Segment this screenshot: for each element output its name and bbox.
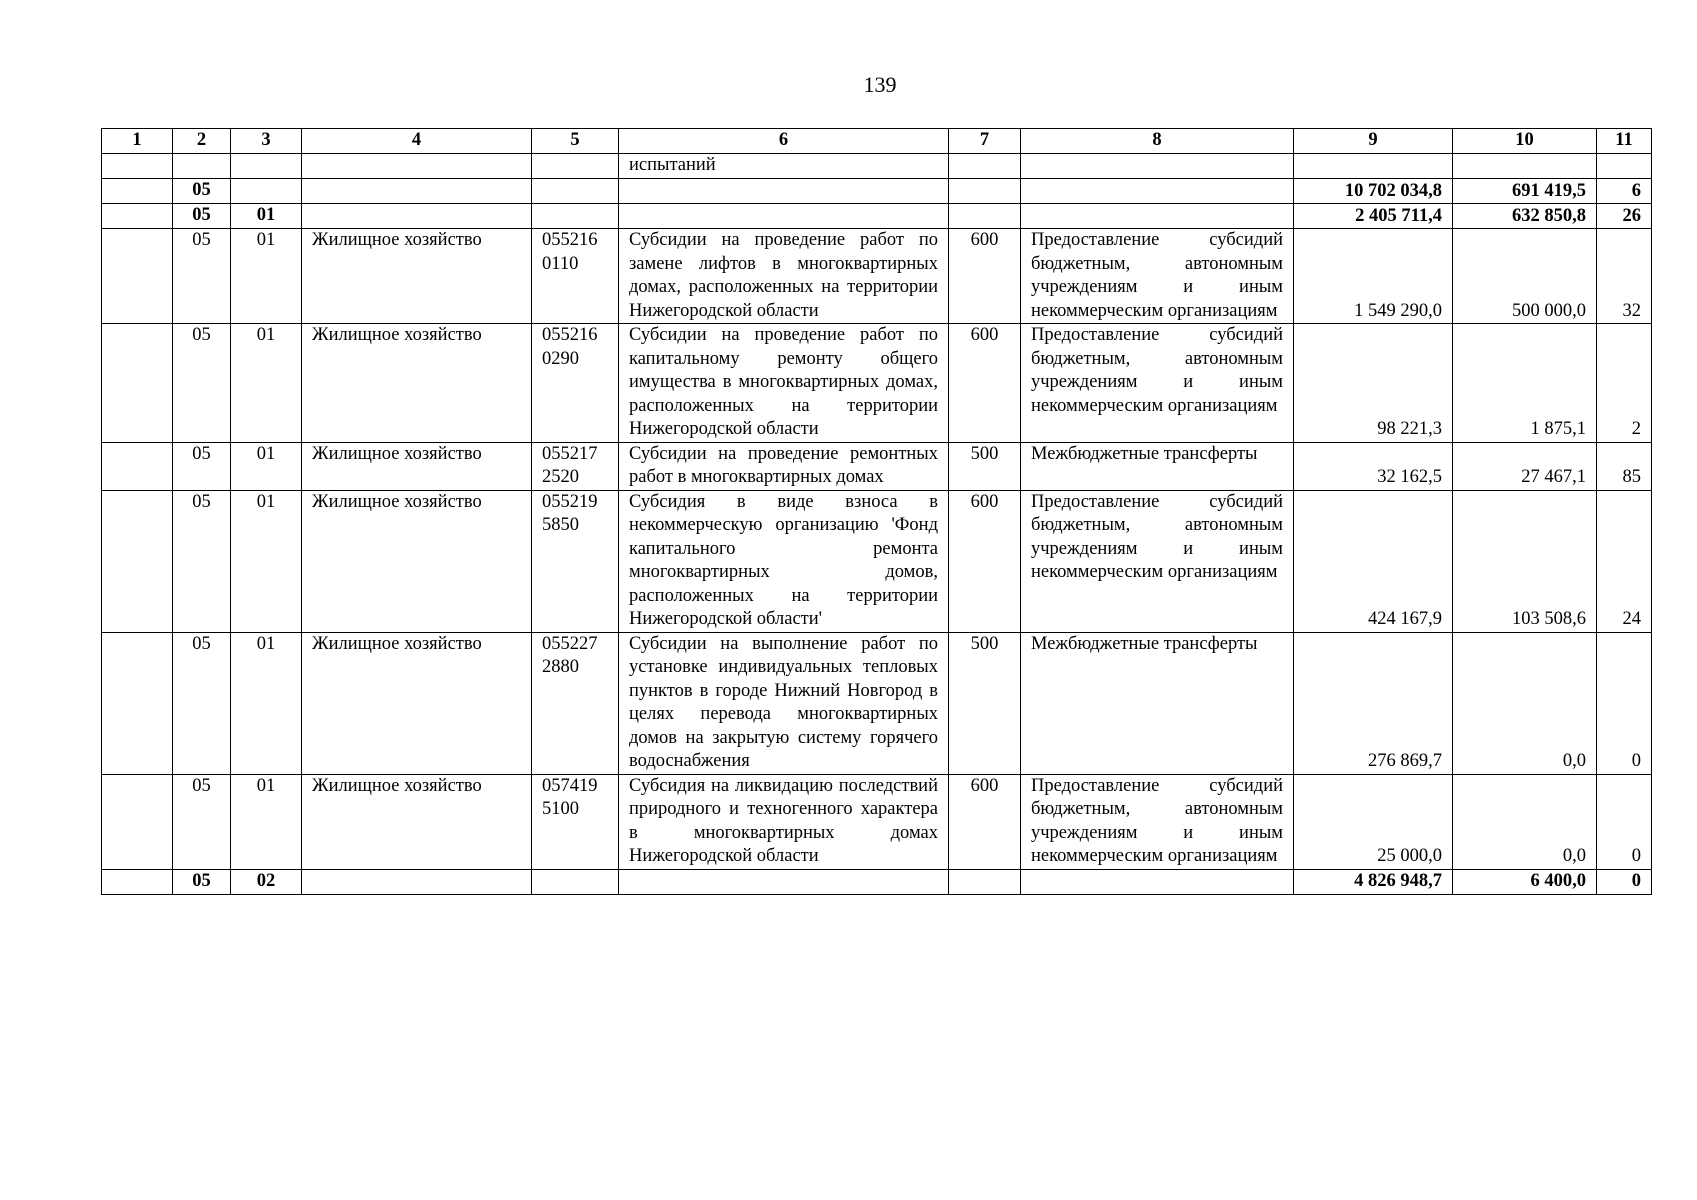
cell-expense-type-name: Предоставление субсидий бюджетным, автономным учреждениям и иным некоммерческим организациям <box>1021 324 1294 443</box>
cell-expense-type: 600 <box>949 229 1021 324</box>
cell-amount-col10: 0,0 <box>1453 774 1597 869</box>
column-header: 6 <box>619 129 949 154</box>
table-row <box>102 154 1652 179</box>
cell-percent-col11 <box>1597 154 1652 179</box>
cell-amount-col10: 1 875,1 <box>1453 324 1597 443</box>
cell-expense-type: 500 <box>949 442 1021 490</box>
cell-amount-col10: 103 508,6 <box>1453 490 1597 632</box>
column-header: 4 <box>302 129 532 154</box>
cell-col1 <box>102 869 173 894</box>
cell-expense-type-name: Межбюджетные трансферты <box>1021 632 1294 774</box>
cell-section-name: Жилищное хозяйство <box>302 442 532 490</box>
column-header: 11 <box>1597 129 1652 154</box>
cell-expense-type-name: Предоставление субсидий бюджетным, автономным учреждениям и иным некоммерческим организациям <box>1021 229 1294 324</box>
cell-percent-col11: 0 <box>1597 774 1652 869</box>
table-row <box>102 774 1652 869</box>
cell-percent-col11: 0 <box>1597 632 1652 774</box>
cell-col1 <box>102 442 173 490</box>
cell-percent-col11: 32 <box>1597 229 1652 324</box>
target-code-part2: 2520 <box>542 467 579 487</box>
target-code-part1: 055227 <box>542 633 598 654</box>
cell-target-code <box>532 229 619 324</box>
column-header: 8 <box>1021 129 1294 154</box>
target-code-part2: 0290 <box>542 348 579 369</box>
cell-amount-col9: 10 702 034,8 <box>1294 179 1453 204</box>
cell-target-code <box>532 632 619 774</box>
cell-amount-col9: 98 221,3 <box>1294 324 1453 443</box>
cell-section-name <box>302 154 532 179</box>
cell-section-name: Жилищное хозяйство <box>302 490 532 632</box>
cell-col1 <box>102 154 173 179</box>
cell-target-code <box>532 154 619 179</box>
cell-section-name: Жилищное хозяйство <box>302 774 532 869</box>
cell-amount-col9: 4 826 948,7 <box>1294 869 1453 894</box>
cell-col1 <box>102 632 173 774</box>
cell-percent-col11: 24 <box>1597 490 1652 632</box>
cell-amount-col9: 25 000,0 <box>1294 774 1453 869</box>
target-code-part2: 5100 <box>542 799 579 819</box>
cell-expense-type: 600 <box>949 774 1021 869</box>
cell-col1 <box>102 204 173 229</box>
cell-target-code <box>532 179 619 204</box>
cell-subsection: 01 <box>231 490 302 632</box>
target-code-part1: 057419 <box>542 775 598 796</box>
cell-expense-type-name <box>1021 179 1294 204</box>
table-row-total <box>102 869 1652 894</box>
cell-amount-col9: 1 549 290,0 <box>1294 229 1453 324</box>
cell-target-name: Субсидии на проведение работ по замене лифтов в многоквартирных домах, расположенных на территории Нижегородской области <box>619 229 949 324</box>
cell-expense-type <box>949 179 1021 204</box>
cell-section: 05 <box>173 204 231 229</box>
cell-amount-col9 <box>1294 154 1453 179</box>
cell-percent-col11: 26 <box>1597 204 1652 229</box>
page-number: 139 <box>863 72 897 97</box>
cell-target-code <box>532 774 619 869</box>
cell-expense-type-name <box>1021 204 1294 229</box>
cell-amount-col10 <box>1453 154 1597 179</box>
cell-section: 05 <box>173 442 231 490</box>
column-number-header-row <box>102 129 1652 154</box>
cell-section: 05 <box>173 869 231 894</box>
target-code-part1: 055217 <box>542 443 598 464</box>
cell-expense-type: 500 <box>949 632 1021 774</box>
table-row <box>102 324 1652 443</box>
cell-section-name: Жилищное хозяйство <box>302 632 532 774</box>
table-row-total <box>102 204 1652 229</box>
cell-amount-col9: 2 405 711,4 <box>1294 204 1453 229</box>
cell-target-code <box>532 490 619 632</box>
column-header: 10 <box>1453 129 1597 154</box>
cell-section-name <box>302 179 532 204</box>
cell-section-name <box>302 869 532 894</box>
target-code-part2: 5850 <box>542 515 579 535</box>
cell-section: 05 <box>173 774 231 869</box>
cell-percent-col11: 85 <box>1597 442 1652 490</box>
target-code-part2: 2880 <box>542 657 579 677</box>
cell-col1 <box>102 179 173 204</box>
cell-expense-type: 600 <box>949 324 1021 443</box>
cell-percent-col11: 0 <box>1597 869 1652 894</box>
cell-target-code <box>532 204 619 229</box>
column-header: 7 <box>949 129 1021 154</box>
cell-target-name <box>619 179 949 204</box>
cell-target-code <box>532 324 619 443</box>
cell-subsection: 01 <box>231 229 302 324</box>
target-code-part1: 055216 <box>542 325 598 345</box>
cell-section-name <box>302 204 532 229</box>
cell-section <box>173 154 231 179</box>
cell-subsection: 01 <box>231 774 302 869</box>
table-row <box>102 442 1652 490</box>
cell-amount-col9: 32 162,5 <box>1294 442 1453 490</box>
cell-target-name: Субсидия на ликвидацию последствий природного и техногенного характера в многоквартирных домах Нижегородской области <box>619 774 949 869</box>
cell-section: 05 <box>173 229 231 324</box>
cell-percent-col11: 2 <box>1597 324 1652 443</box>
target-code-part2: 0110 <box>542 253 579 274</box>
cell-col1 <box>102 324 173 443</box>
cell-amount-col9: 424 167,9 <box>1294 490 1453 632</box>
cell-amount-col10: 27 467,1 <box>1453 442 1597 490</box>
cell-amount-col9: 276 869,7 <box>1294 632 1453 774</box>
budget-table <box>101 128 1652 895</box>
cell-amount-col10: 632 850,8 <box>1453 204 1597 229</box>
cell-target-name: испытаний <box>619 154 949 179</box>
cell-section: 05 <box>173 324 231 443</box>
cell-col1 <box>102 490 173 632</box>
cell-expense-type <box>949 869 1021 894</box>
cell-amount-col10: 6 400,0 <box>1453 869 1597 894</box>
cell-subsection <box>231 179 302 204</box>
cell-section-name: Жилищное хозяйство <box>302 324 532 443</box>
cell-target-name <box>619 204 949 229</box>
cell-section-name: Жилищное хозяйство <box>302 229 532 324</box>
cell-target-name: Субсидии на проведение ремонтных работ в многоквартирных домах <box>619 442 949 490</box>
target-code-part1: 055216 <box>542 230 598 250</box>
cell-expense-type <box>949 154 1021 179</box>
cell-amount-col10: 0,0 <box>1453 632 1597 774</box>
cell-target-name <box>619 869 949 894</box>
cell-expense-type <box>949 204 1021 229</box>
cell-section: 05 <box>173 490 231 632</box>
column-header: 1 <box>102 129 173 154</box>
cell-amount-col10: 500 000,0 <box>1453 229 1597 324</box>
cell-subsection: 01 <box>231 632 302 774</box>
cell-expense-type-name: Предоставление субсидий бюджетным, автономным учреждениям и иным некоммерческим организациям <box>1021 774 1294 869</box>
cell-subsection: 01 <box>231 204 302 229</box>
cell-expense-type-name: Межбюджетные трансферты <box>1021 442 1294 490</box>
cell-subsection <box>231 154 302 179</box>
column-header: 5 <box>532 129 619 154</box>
cell-target-name: Субсидии на выполнение работ по установке индивидуальных тепловых пунктов в городе Нижний Новгород в целях перевода многоквартирных домов на закрытую систему горячего водоснабжения <box>619 632 949 774</box>
cell-expense-type: 600 <box>949 490 1021 632</box>
table-row-total <box>102 179 1652 204</box>
cell-target-code <box>532 442 619 490</box>
table-row <box>102 229 1652 324</box>
cell-percent-col11: 6 <box>1597 179 1652 204</box>
cell-expense-type-name <box>1021 869 1294 894</box>
cell-section: 05 <box>173 179 231 204</box>
target-code-part1: 055219 <box>542 491 598 512</box>
cell-col1 <box>102 774 173 869</box>
cell-subsection: 02 <box>231 869 302 894</box>
cell-amount-col10: 691 419,5 <box>1453 179 1597 204</box>
cell-col1 <box>102 229 173 324</box>
cell-expense-type-name <box>1021 154 1294 179</box>
column-header: 9 <box>1294 129 1453 154</box>
cell-target-name: Субсидия в виде взноса в некоммерческую организацию 'Фонд капитального ремонта многоквартирных домов, расположенных на территории Нижегородской области' <box>619 490 949 632</box>
table-row <box>102 632 1652 774</box>
column-header: 2 <box>173 129 231 154</box>
table-row <box>102 490 1652 632</box>
cell-subsection: 01 <box>231 442 302 490</box>
cell-target-code <box>532 869 619 894</box>
cell-subsection: 01 <box>231 324 302 443</box>
column-header: 3 <box>231 129 302 154</box>
cell-target-name: Субсидии на проведение работ по капитальному ремонту общего имущества в многоквартирных домах, расположенных на территории Нижегородской области <box>619 324 949 443</box>
cell-expense-type-name: Предоставление субсидий бюджетным, автономным учреждениям и иным некоммерческим организациям <box>1021 490 1294 632</box>
cell-section: 05 <box>173 632 231 774</box>
